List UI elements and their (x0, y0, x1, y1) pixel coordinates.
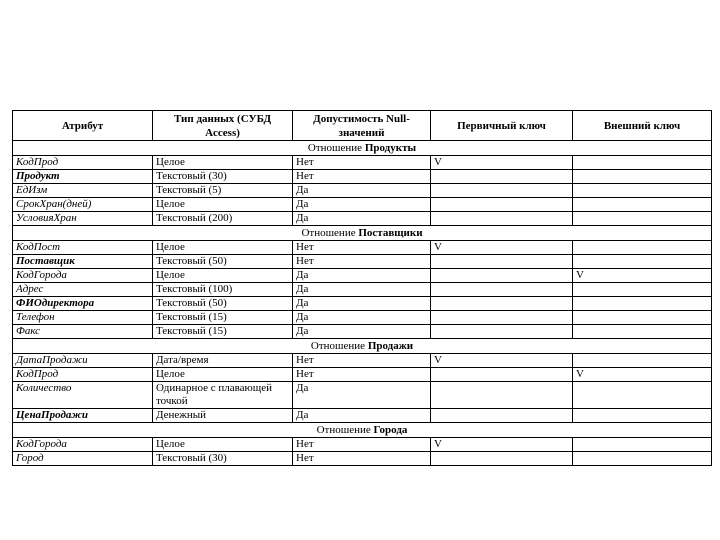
data-type-cell: Целое (153, 241, 293, 255)
data-type-cell: Текстовый (5) (153, 184, 293, 198)
nullable-cell: Да (293, 311, 431, 325)
primary-key-cell (431, 409, 573, 423)
primary-key-cell (431, 255, 573, 269)
foreign-key-cell (573, 170, 712, 184)
data-type-cell: Целое (153, 269, 293, 283)
primary-key-cell: V (431, 241, 573, 255)
attribute-cell: Телефон (13, 311, 153, 325)
primary-key-cell: V (431, 438, 573, 452)
table-row (13, 354, 712, 368)
attribute-cell: УсловияХран (13, 212, 153, 226)
relation-title (13, 339, 712, 354)
relation-name: Поставщики (358, 227, 423, 239)
foreign-key-cell: V (573, 269, 712, 283)
attribute-cell: ДатаПродажи (13, 354, 153, 368)
attribute-cell: Факс (13, 325, 153, 339)
attribute-cell: Поставщик (13, 255, 153, 269)
relation-prefix: Отношение (310, 340, 366, 352)
foreign-key-cell (573, 156, 712, 170)
primary-key-cell (431, 184, 573, 198)
relation-header-row (13, 226, 712, 241)
attribute-cell: Адрес (13, 283, 153, 297)
table-row (13, 241, 712, 255)
table-row (13, 184, 712, 198)
foreign-key-cell (573, 354, 712, 368)
nullable-cell: Да (293, 212, 431, 226)
table-row (13, 156, 712, 170)
data-type-cell: Дата/время (153, 354, 293, 368)
header-nullable: Допустимость Null-значений (293, 111, 431, 141)
data-type-cell: Текстовый (200) (153, 212, 293, 226)
nullable-cell: Нет (293, 156, 431, 170)
attribute-cell: Количество (13, 382, 153, 409)
header-row (13, 111, 712, 141)
nullable-cell: Да (293, 269, 431, 283)
nullable-cell: Да (293, 184, 431, 198)
table-row (13, 368, 712, 382)
attribute-cell: ФИОдиректора (13, 297, 153, 311)
attribute-cell: КодПрод (13, 156, 153, 170)
nullable-cell: Да (293, 297, 431, 311)
foreign-key-cell (573, 311, 712, 325)
nullable-cell: Нет (293, 438, 431, 452)
nullable-cell: Да (293, 325, 431, 339)
primary-key-cell: V (431, 354, 573, 368)
relation-header-row (13, 339, 712, 354)
primary-key-cell (431, 269, 573, 283)
relation-title (13, 226, 712, 241)
nullable-cell: Нет (293, 170, 431, 184)
table-row (13, 212, 712, 226)
nullable-cell: Нет (293, 255, 431, 269)
data-type-cell: Денежный (153, 409, 293, 423)
relation-name: Города (373, 424, 408, 436)
nullable-cell: Нет (293, 368, 431, 382)
table-row (13, 452, 712, 466)
table-row (13, 382, 712, 409)
primary-key-cell (431, 452, 573, 466)
attribute-cell: СрокХран(дней) (13, 198, 153, 212)
header-foreign-key: Внешний ключ (573, 111, 712, 141)
foreign-key-cell (573, 198, 712, 212)
relation-name: Продукты (364, 142, 417, 154)
foreign-key-cell (573, 255, 712, 269)
data-type-cell: Целое (153, 156, 293, 170)
attribute-cell: ЦенаПродажи (13, 409, 153, 423)
relation-title (13, 141, 712, 156)
data-type-cell: Текстовый (100) (153, 283, 293, 297)
relation-prefix: Отношение (316, 424, 371, 436)
primary-key-cell (431, 382, 573, 409)
attribute-cell: КодПрод (13, 368, 153, 382)
nullable-cell: Нет (293, 452, 431, 466)
foreign-key-cell: V (573, 368, 712, 382)
attribute-cell: Город (13, 452, 153, 466)
primary-key-cell (431, 198, 573, 212)
relation-prefix: Отношение (301, 227, 356, 239)
relation-title (13, 423, 712, 438)
data-type-cell: Текстовый (15) (153, 325, 293, 339)
relation-header-row (13, 141, 712, 156)
data-type-cell: Текстовый (15) (153, 311, 293, 325)
data-type-cell: Текстовый (50) (153, 297, 293, 311)
header-attribute: Атрибут (13, 111, 153, 141)
attributes-table (12, 110, 712, 466)
table-row (13, 255, 712, 269)
table-row (13, 269, 712, 283)
relation-header-row (13, 423, 712, 438)
primary-key-cell (431, 325, 573, 339)
table-row (13, 198, 712, 212)
table-row (13, 311, 712, 325)
data-type-cell: Целое (153, 368, 293, 382)
primary-key-cell: V (431, 156, 573, 170)
attribute-cell: КодГорода (13, 269, 153, 283)
foreign-key-cell (573, 382, 712, 409)
nullable-cell: Нет (293, 241, 431, 255)
foreign-key-cell (573, 409, 712, 423)
data-type-cell: Текстовый (30) (153, 170, 293, 184)
primary-key-cell (431, 170, 573, 184)
relation-prefix: Отношение (307, 142, 363, 154)
primary-key-cell (431, 283, 573, 297)
table-row (13, 297, 712, 311)
foreign-key-cell (573, 212, 712, 226)
data-type-cell: Одинарное с плавающей точкой (153, 382, 293, 409)
data-type-cell: Текстовый (50) (153, 255, 293, 269)
table-row (13, 283, 712, 297)
attribute-cell: ЕдИзм (13, 184, 153, 198)
foreign-key-cell (573, 184, 712, 198)
primary-key-cell (431, 297, 573, 311)
attribute-cell: КодПост (13, 241, 153, 255)
foreign-key-cell (573, 438, 712, 452)
table-row (13, 409, 712, 423)
table-row (13, 170, 712, 184)
data-type-cell: Целое (153, 198, 293, 212)
data-type-cell: Текстовый (30) (153, 452, 293, 466)
primary-key-cell (431, 368, 573, 382)
nullable-cell: Да (293, 382, 431, 409)
table-row (13, 325, 712, 339)
foreign-key-cell (573, 325, 712, 339)
primary-key-cell (431, 311, 573, 325)
nullable-cell: Да (293, 409, 431, 423)
foreign-key-cell (573, 297, 712, 311)
primary-key-cell (431, 212, 573, 226)
relation-name: Продажи (367, 340, 414, 352)
nullable-cell: Нет (293, 354, 431, 368)
foreign-key-cell (573, 241, 712, 255)
table-row (13, 438, 712, 452)
data-type-cell: Целое (153, 438, 293, 452)
attribute-cell: КодГорода (13, 438, 153, 452)
nullable-cell: Да (293, 198, 431, 212)
nullable-cell: Да (293, 283, 431, 297)
foreign-key-cell (573, 283, 712, 297)
attribute-cell: Продукт (13, 170, 153, 184)
header-primary-key: Первичный ключ (431, 111, 573, 141)
header-data-type: Тип данных (СУБД Access) (153, 111, 293, 141)
foreign-key-cell (573, 452, 712, 466)
